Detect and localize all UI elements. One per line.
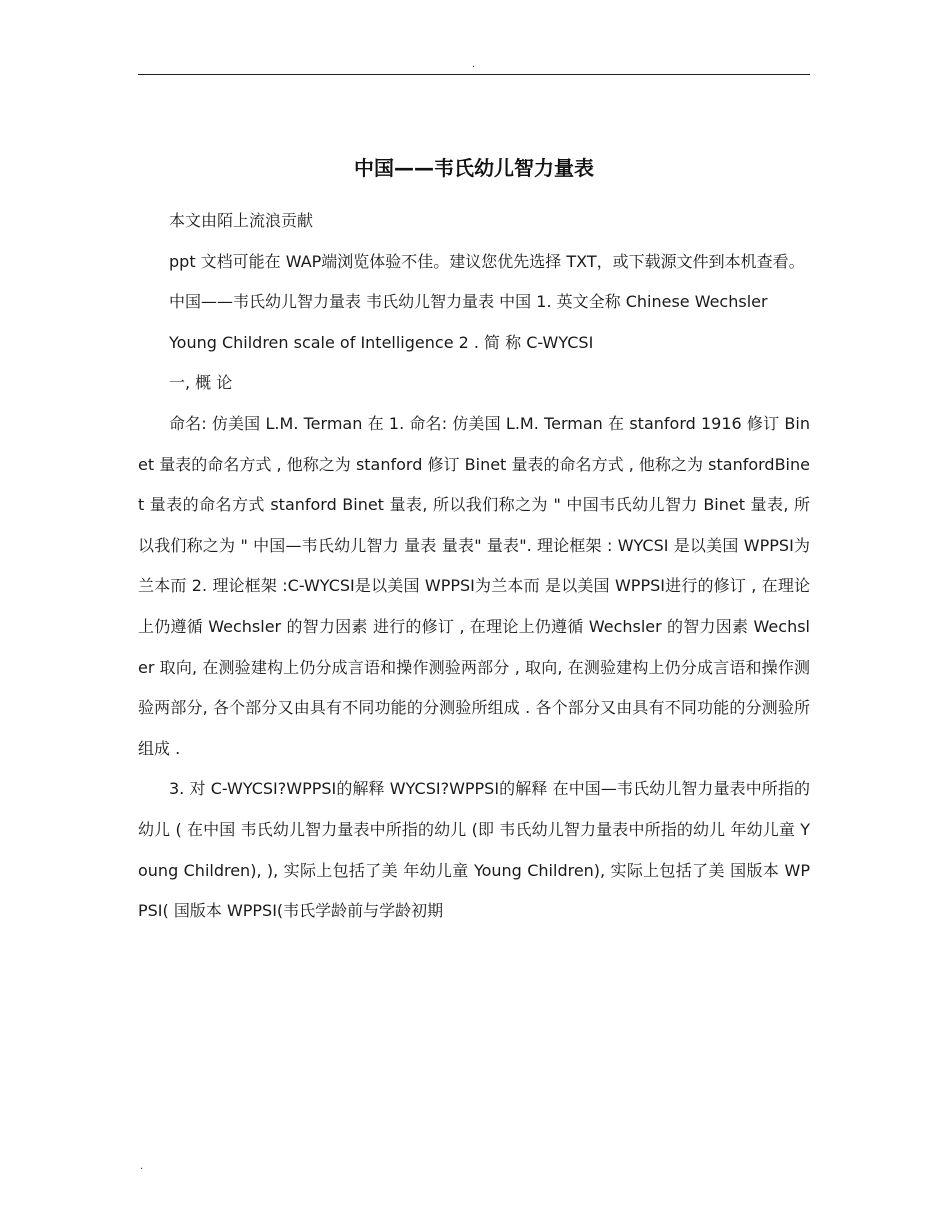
paragraph-contributor: 本文由陌上流浪贡献 — [169, 211, 314, 230]
paragraph-view-notice: ppt 文档可能在 WAP端浏览体验不佳。建议您优先选择 TXT，或下载源文件到本机查看。 — [169, 251, 805, 271]
paragraph-naming-framework: 命名: 仿美国 L.M. Terman 在 1. 命名: 仿美国 L.M. Terman 在 stanford 1916 修订 Binet 量表的命名方式 , 他称之为 stanford 修订 Binet 量表的命名方式 , 他称之为 stanfordBinet 量表的命名方式 stanford Binet 量表, 所以我们称之为 " 中国韦氏幼儿智力 Binet 量表, 所以我们称之为 " 中国—韦氏幼儿智力 量表 量表" 量表". 理论框架 : WYCSI 是以美国 WPPSI为兰本而 2. 理论框架 :C-WYCSI是以美国 WPPSI为兰本而 是以美国 WPPSI进行的修订 , 在理论上仍遵循 Wechsler 的智力因素 进行的修订 , 在理论上仍遵循 Wechsler 的智力因素 Wechsler 取向, 在测验建构上仍分成言语和操作测验两部分 , 取向, 在测验建构上仍分成言语和操作测验两部分, 各个部分又由具有不同功能的分测验所组成 . 各个部分又由具有不同功能的分测验所组成 . — [138, 413, 810, 758]
document-body — [138, 201, 810, 932]
paragraph-interpretation: 3. 对 C-WYCSI?WPPSI的解释 WYCSI?WPPSI的解释 在中国—韦氏幼儿智力量表中所指的幼儿 ( 在中国 韦氏幼儿智力量表中所指的幼儿 (即 韦氏幼儿智力量表中所指的幼儿 年幼儿童 Young Children), ), 实际上包括了美 年幼儿童 Young Children), 实际上包括了美 国版本 WPPSI( 国版本 WPPSI(韦氏学龄前与学龄初期 — [138, 779, 810, 921]
paragraph-abbreviation: Young Children scale of Intelligence 2 . 简 称 C-WYCSI — [169, 332, 594, 352]
document-title: 中国——韦氏幼儿智力量表 — [354, 156, 594, 181]
paragraph-full-name: 中国——韦氏幼儿智力量表 韦氏幼儿智力量表 中国 1. 英文全称 Chinese Wechsler — [169, 292, 768, 312]
footer-dot: . — [140, 1161, 144, 1172]
paragraph-section-heading: 一, 概 论 — [169, 373, 233, 393]
header-dot: . — [472, 59, 476, 70]
header-rule — [138, 74, 810, 75]
